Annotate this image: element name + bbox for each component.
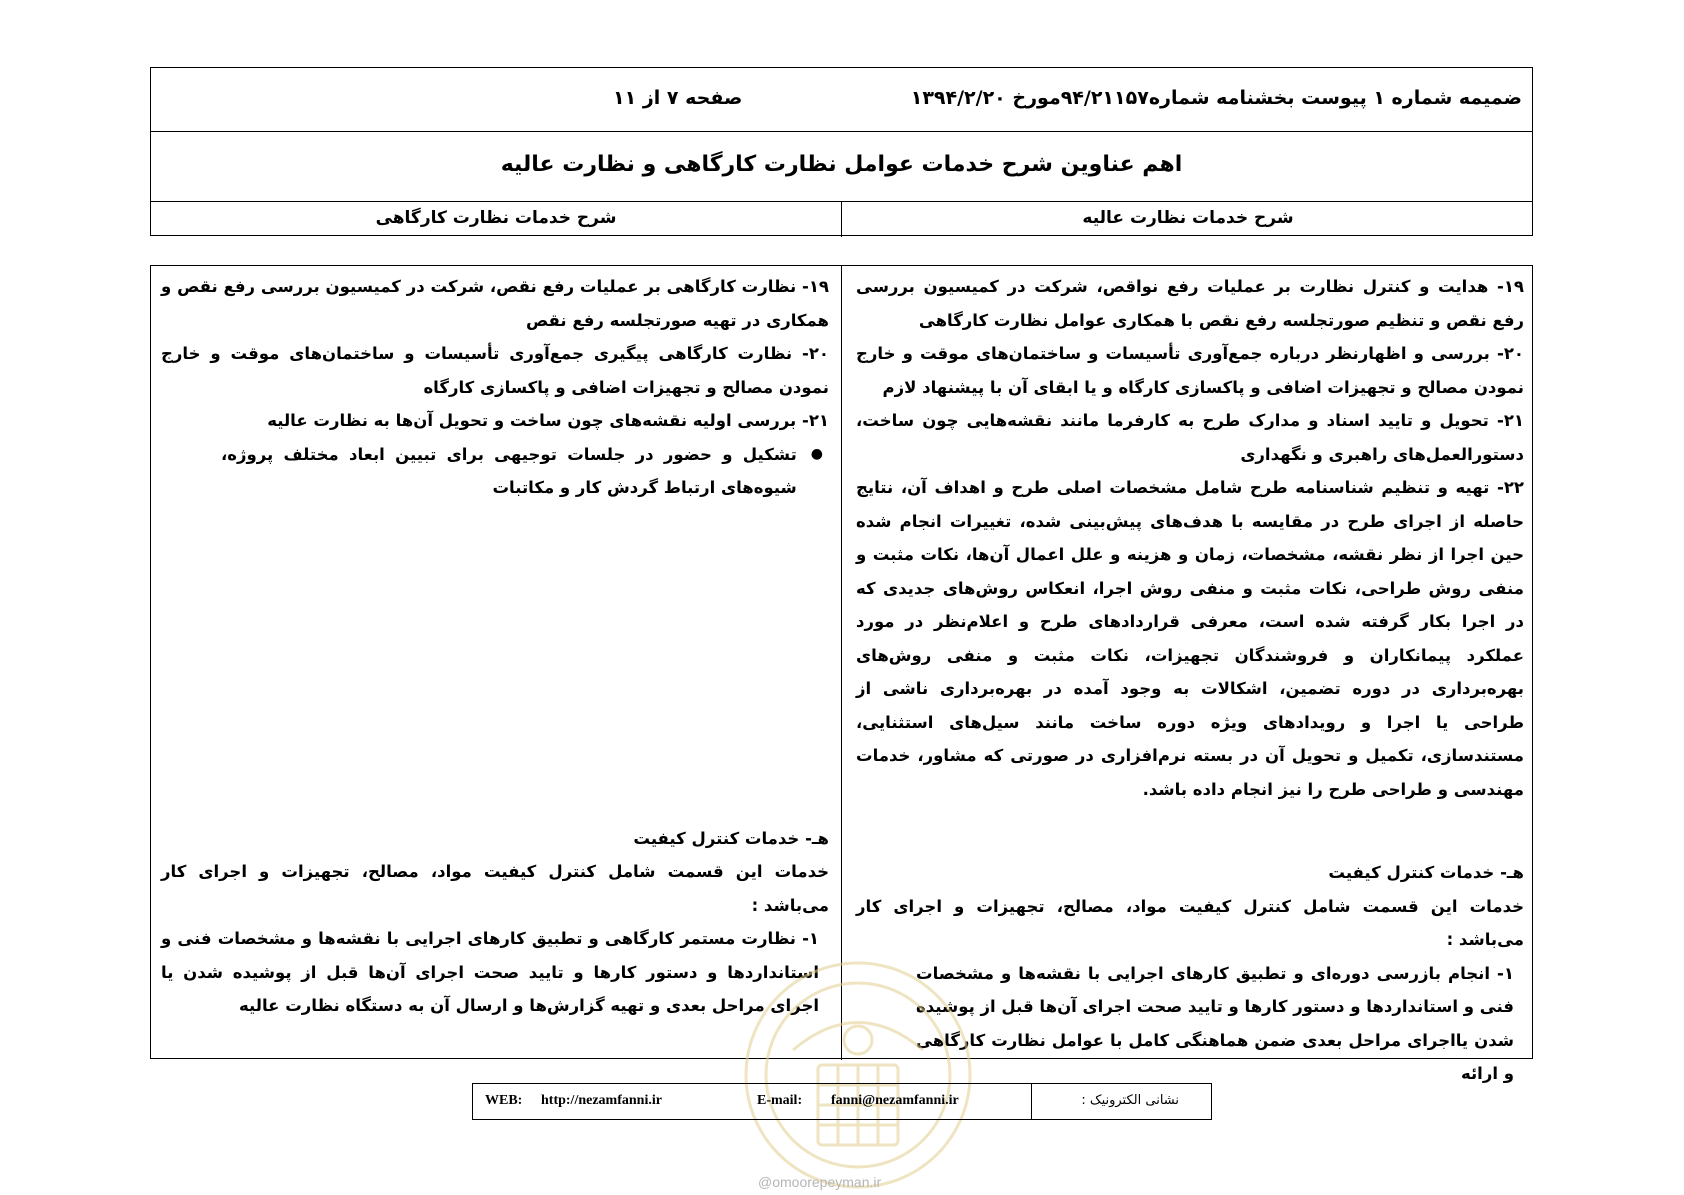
list-item: ۲۰- بررسی و اظهارنظر درباره جمع‌آوری تأسیسات و ساختمان‌های موقت و خارج نمودن مصالح و تجهیزات اضافی و پاکسازی کارگاه و یا ابقای آن با پیشنهاد لازم — [856, 344, 1524, 397]
footer-divider — [1031, 1084, 1032, 1119]
web-prefix: WEB: — [485, 1093, 523, 1108]
email-label: نشانی الکترونیک : — [1081, 1093, 1179, 1108]
document-header — [150, 67, 1533, 236]
section-intro: خدمات این قسمت شامل کنترل کیفیت مواد، مصالح، تجهیزات و اجرای کار می‌باشد : — [856, 896, 1524, 949]
list-item: ۲۱- تحویل و تایید اسناد و مدارک طرح به کارفرما مانند نقشه‌هایی چون ساخت، دستورالعمل‌های راهبری و نگهداری — [856, 411, 1524, 464]
list-item: ۲۱- بررسی اولیه نقشه‌های چون ساخت و تحویل آن‌ها به نظارت عالیه — [267, 411, 829, 430]
section-title: هـ- خدمات کنترل کیفیت — [1328, 863, 1524, 882]
web-link[interactable]: http://nezamfanni.ir — [541, 1093, 662, 1108]
email-link[interactable]: fanni@nezamfanni.ir — [831, 1093, 959, 1108]
footer-contact — [472, 1083, 1212, 1120]
site-supervision-column — [161, 270, 829, 1023]
list-item: ۲۰- نظارت کارگاهی پیگیری جمع‌آوری تأسیسات و ساختمان‌های موقت و خارج نمودن مصالح و تجهیزات اضافی و پاکسازی کارگاه — [161, 344, 829, 397]
list-item: ۱۹- نظارت کارگاهی بر عملیات رفع نقص، شرکت در کمیسیون بررسی رفع نقص و همکاری در تهیه صورتجلسه رفع نقص — [161, 277, 829, 330]
list-item: ۱- انجام بازرسی دوره‌ای و تطبیق کارهای اجرایی با نقشه‌ها و مشخصات فنی و استانداردها و دستور کارها و تایید صحت اجرای آن‌ها قبل از پوشیده شدن یااجرای مراحل بعدی ضمن هماهنگی کامل با عوامل نظارت کارگاهی و ارائه — [916, 963, 1514, 1083]
column-divider — [841, 266, 842, 1060]
left-column-heading: شرح خدمات نظارت کارگاهی — [375, 208, 617, 228]
page-title: اهم عناوین شرح خدمات عوامل نظارت کارگاهی و نظارت عالیه — [500, 152, 1183, 177]
email-prefix: E-mail: — [757, 1093, 803, 1108]
section-intro: خدمات این قسمت شامل کنترل کیفیت مواد، مصالح، تجهیزات و اجرای کار می‌باشد : — [161, 862, 829, 915]
page-number: صفحه ۷ از ۱۱ — [613, 87, 743, 109]
header-title-row — [151, 132, 1532, 202]
annex-reference: ضمیمه شماره ۱ پیوست بخشنامه شماره۹۴/۲۱۱۵۷مورخ ۱۳۹۴/۲/۲۰ — [910, 87, 1522, 109]
bullet-icon: ● — [810, 445, 823, 462]
services-table — [150, 265, 1533, 1083]
list-item: ۱- نظارت مستمر کارگاهی و تطبیق کارهای اجرایی با نقشه‌ها و مشخصات فنی و استانداردها و دستور کارها و تایید صحت اجرای آن‌ها قبل از پوشیده شدن یا اجرای مراحل بعدی و تهیه گزارش‌ها و ارسال آن به دستگاه نظارت عالیه — [161, 929, 819, 1015]
watermark-seal-icon — [738, 955, 978, 1195]
watermark-text: @omoorepeyman.ir — [758, 1174, 882, 1190]
header-info-row — [151, 68, 1532, 132]
section-title: هـ- خدمات کنترل کیفیت — [633, 828, 829, 848]
list-item: ۱۹- هدایت و کنترل نظارت بر عملیات رفع نواقص، شرکت در کمیسیون بررسی رفع نقص و تنظیم صورتجلسه رفع نقص با همکاری عوامل نظارت کارگاهی — [856, 277, 1524, 330]
bullet-item — [161, 438, 829, 505]
bullet-text: تشکیل و حضور در جلسات توجیهی برای تبیین ابعاد مختلف پروژه، شیوه‌های ارتباط گردش کار و مکاتبات — [221, 444, 797, 497]
column-headings-row — [151, 202, 1532, 237]
list-item: ۲۲- تهیه و تنظیم شناسنامه طرح شامل مشخصات اصلی طرح و اهداف آن، نتایج حاصله از اجرای طرح در مقایسه با هدف‌های پیش‌بینی شده، تغییرات انجام شده حین اجرا از نظر نقشه، مشخصات، زمان و هزینه و علل اعمال آن‌ها، نکات مثبت و منفی روش طراحی، نکات مثبت و منفی روش اجرا، انعکاس روش‌های جدیدی که در اجرا بکار گرفته شده است، معرفی قراردادهای طرح و اعلام‌نظر در مورد عملکرد پیمانکاران و فروشندگان تجهیزات، نکات مثبت و منفی روش‌های بهره‌برداری در دوره تضمین، اشکالات به وجود آمده در بهره‌برداری ناشی از طراحی یا اجرا و رویدادهای ویژه دوره ساخت مانند سیل‌های استثنایی، مستندسازی، تکمیل و تحویل آن در بسته نرم‌افزاری در صورتی که مشاور، خدمات مهندسی و طراحی طرح را نیز انجام داده باشد. — [856, 478, 1524, 799]
right-column-heading: شرح خدمات نظارت عالیه — [1082, 208, 1294, 228]
